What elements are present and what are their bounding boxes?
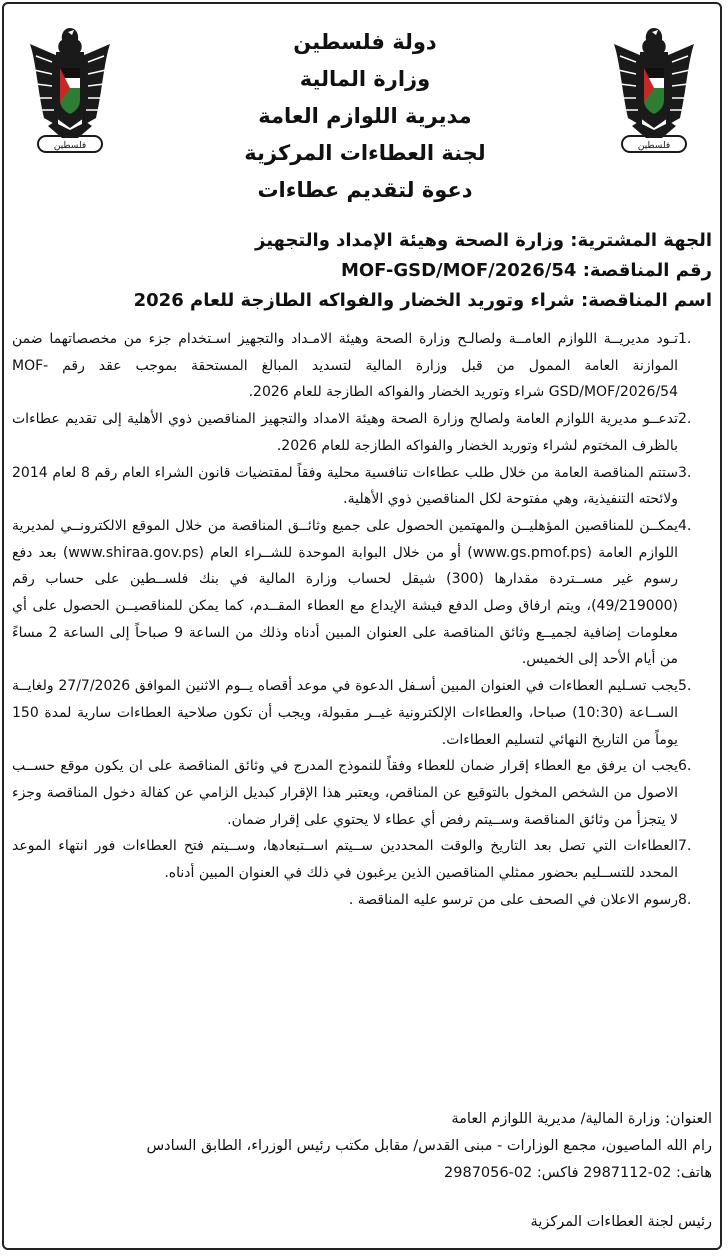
tender-number-label: رقم المناقصة: xyxy=(582,260,712,281)
header-committee: لجنة العطاءات المركزية xyxy=(244,141,486,165)
list-item-number: .8 xyxy=(678,891,692,908)
list-item-number: .2 xyxy=(678,411,692,428)
list-item-text: يمكــن للمناقصين المؤهليــن والمهتمين الحصول على جميع وثائــق المناقصة من خلال الموقع الالكترونــي لمديرية اللوازم العامة (www.gs.pmof.ps) أو من خلال البوابة الموحدة للشــراء العام (www.shiraa.gov.ps) بعد دفع رسوم غير مســتردة مقدارها (300) شيقل لحساب وزارة المالية في بنك فلســطين على حساب رقم (49/219000)، ويتم ارفاق وصل الدفع فيشة الإيداع مع العطاء المقــدم، كما يمكن للمناقصيــن الحصول على أي معلومات إضافية لجميــع وثائق المناقصة على العنوان المبين أدناه وذلك من الساعة 9 صباحاً إلى الساعة 2 مساءً من أيام الأحد إلى الخميس. xyxy=(12,517,678,668)
list-item-text: رسوم الاعلان في الصحف على من ترسو عليه المناقصة . xyxy=(348,891,678,908)
list-item-text: يجب تسـليم العطاءات في العنوان المبين أسـفل الدعوة في موعد أقصاه يــوم الاثنين الموافق 27/7/2026 ولغايــة الســاعة (10:30) صباحا، والعطاءات الإلكترونية غيــر مقبولة، ويجب أن تكون صلاحية العطاءات سارية لمدة 150 يوماً من التاريخ النهائي لتسليم العطاءات. xyxy=(12,678,678,748)
address-label: العنوان: وزارة المالية/ مديرية اللوازم العامة xyxy=(451,1111,712,1127)
list-item-text: يجب ان يرفق مع العطاء إقرار ضمان للعطاء وفقاً للنموذج المدرج في وثائق المناقصة على ان يكون موقع حســب الاصول من الشخص المخول بالتوقيع عن المناقص، ويعتبر هذا الإقرار كبديل الزامي عن كفالة دخول المناقصة وجزء لا يتجزأ من وثائق المناقصة وســيتم رفض أي عطاء لا يحتوي على إقرار ضمان. xyxy=(12,758,678,828)
buyer-value: وزارة الصحة وهيئة الإمداد والتجهيز xyxy=(255,230,565,251)
palestine-eagle-emblem-left xyxy=(22,22,118,158)
list-item-number: .6 xyxy=(678,758,692,775)
buyer-label: الجهة المشترية: xyxy=(570,230,712,251)
list-item xyxy=(12,406,712,459)
tender-name-label: اسم المناقصة: xyxy=(581,290,712,311)
header-country: دولة فلسطين xyxy=(293,30,437,54)
phone-fax: هاتف: 02-2987112 فاكس: 02-2987056 xyxy=(444,1165,712,1181)
tender-name-row xyxy=(18,286,712,316)
emblem-caption-left: فلسطين xyxy=(53,141,87,151)
list-item xyxy=(12,753,712,833)
list-item-text: تدعــو مديرية اللوازم العامة ولصالح وزارة الصحة وهيئة الامداد والتجهيز المناقصين ذوي الأهلية إلى تقديم عطاءات بالظرف المختوم لشراء وتوريد الخضار والفواكه الطازجة للعام 2026. xyxy=(12,411,678,454)
buyer-row xyxy=(18,226,712,256)
document-header xyxy=(200,24,530,209)
list-item xyxy=(12,887,712,914)
header-ministry: وزارة المالية xyxy=(299,67,431,91)
header-invitation-title: دعوة لتقديم عطاءات xyxy=(257,178,473,202)
list-item xyxy=(12,326,712,406)
list-item-text: العطاءات التي تصل بعد التاريخ والوقت المحددين ســيتم اســتبعادها، وســيتم فتح العطاءات فور انتهاء الموعد المحدد للتســليم بحضور ممثلي المناقصين الذين يرغبون في ذلك في العنوان المبين أدناه. xyxy=(12,838,678,882)
list-item xyxy=(12,460,712,513)
list-item xyxy=(12,673,712,753)
tender-terms-list xyxy=(12,326,712,913)
emblem-caption-right: فلسطين xyxy=(637,141,671,151)
tender-number-row xyxy=(18,256,712,286)
address-detail: رام الله الماصيون، مجمع الوزارات - مبنى القدس/ مقابل مكتب رئيس الوزراء، الطابق السادس xyxy=(146,1138,712,1154)
list-item xyxy=(12,833,712,886)
tender-number-value: MOF-GSD/MOF/2026/54 xyxy=(340,260,577,281)
list-item-number: .7 xyxy=(678,838,692,855)
list-item-text: ستتم المناقصة العامة من خلال طلب عطاءات تنافسية محلية وفقاً لمقتضيات قانون الشراء العام رقم 8 لعام 2014 ولائحته التنفيذية، وهي مفتوحة لكل المناقصين ذوي الأهلية. xyxy=(12,464,678,508)
contact-footer xyxy=(18,1106,712,1236)
list-item-number: .4 xyxy=(678,517,692,534)
tender-name-value: شراء وتوريد الخضار والفواكه الطازجة للعام 2026 xyxy=(133,290,575,311)
list-item-number: .1 xyxy=(678,331,692,347)
signature-title: رئيس لجنة العطاءات المركزية xyxy=(530,1214,712,1230)
list-item xyxy=(12,513,712,673)
list-item-number: .5 xyxy=(678,678,692,695)
list-item-number: .3 xyxy=(678,464,692,481)
tender-meta xyxy=(18,226,712,316)
list-item-text: تـود مديريــة اللوازم العامــة ولصالـح وزارة الصحة وهيئة الامـداد والتجهيز اسـتخدام جزء من مخصصاتهما ضمن الموازنة العامة الممول من قبل وزارة المالية لتسديد المبالغ المستحقة بموجب عقد رقم MOF-GSD/MOF/2026/54 شراء وتوريد الخضار والفواكه الطازجة للعام 2026. xyxy=(12,331,678,401)
header-directorate: مديرية اللوازم العامة xyxy=(258,104,472,128)
palestine-eagle-emblem-right xyxy=(606,22,702,158)
